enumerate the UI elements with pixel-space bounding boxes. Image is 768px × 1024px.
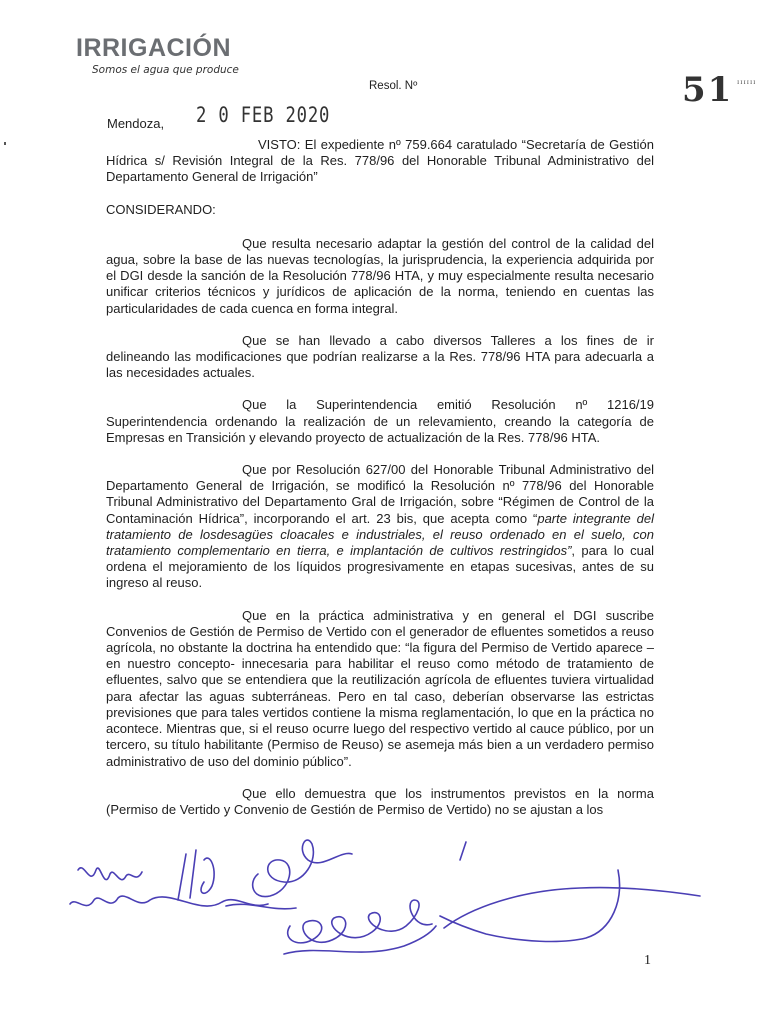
considerando-paragraph-4 [106, 462, 654, 592]
considerando-paragraph-1: Que resulta necesario adaptar la gestión del control de la calidad del agua, sobre la base de las nuevas tecnologías, la jurisprudencia, la experiencia adquirida por el DGI desde la sanción de la Resolución 778/96 HTA, y muy especialmente resulta necesario unificar criterios técnicos y jurídicos de aplicación de la norma, teniendo en cuentas las particularidades de cada cuenca en forma integral. [106, 235, 654, 316]
signature-2 [178, 850, 214, 900]
resolution-suffix: ᴵᴵᴵᴵᴵᴵ [737, 80, 757, 90]
signature-1 [78, 868, 142, 880]
scan-mark [4, 142, 6, 145]
considerando-paragraph-2: Que se han llevado a cabo diversos Talleres a los fines de ir delineando las modificaciones que podrían realizarse a la Res. 778/96 HTA para adecuarla a las necesidades actuales. [106, 332, 654, 381]
considerando-paragraph-3: Que la Superintendencia emitió Resolución nº 1216/19 Superintendencia ordenando la realización de un relevamiento, creando la categoría de Empresas en Transición y elevando proyecto de actualización de la Res. 778/96 HTA. [106, 397, 654, 445]
p4-italic-quote: parte integrante del tratamiento de losdesagües cloacales e industriales, el reuso ordenado en el suelo, con tratamiento complementario en tierra, e implantación de cultivos restringidos” [106, 510, 654, 559]
resolution-number: 51 [682, 70, 734, 110]
city-label: Mendoza, [107, 116, 165, 131]
considerando-heading: CONSIDERANDO: [106, 201, 216, 217]
p4-text-after: , para lo cual ordena el mejoramiento de los líquidos progresivamente en etapas sucesivas, antes de su ingreso al reuso. [106, 543, 654, 591]
signature-4-underline [284, 926, 436, 954]
signatures [0, 830, 768, 1024]
signature-3 [253, 840, 352, 897]
considerando-paragraph-5: Que en la práctica administrativa y en general el DGI suscribe Convenios de Gestión de Permiso de Vertido con el generador de efluentes sometidos a reuso agrícola, no obstante la doctrina ha entendido que: “la figura del Permiso de Vertido aparece –en nuestro concepto- innecesaria para habilitar el reuso como método de tratamiento de efluentes, salvo que se entendiera que la reutilización agrícola de efluentes tuviera virtualidad para afectar las aguas subterráneas. Pero en tal caso, deberían observarse las estrictas previsiones que para tales vertidos contiene la misma reglamentación, lo que en la práctica no acontece. Mientras que, si el reuso ocurre luego del respectivo vertido al cauce público, por un tercero, su título habilitante (Permiso de Reuso) se asemeja más bien a un verdadero permiso administrativo de uso del dominio público”. [106, 607, 654, 769]
signature-4 [288, 900, 432, 943]
signature-5-tick [460, 842, 466, 860]
page-number: 1 [644, 953, 651, 968]
document-body [106, 137, 654, 818]
date-stamp: 2 0 FEB 2020 [196, 103, 331, 127]
p4-text-before: Que por Resolución 627/00 del Honorable Tribunal Administrativo del Departamento General de Irrigación, se modificó la Resolución nº 778/96 del Honorable Tribunal Administrativo del Departamento Gral de Irrigación, sobre “Régimen de Control de la Contaminación Hídrica”, incorporando el art. 23 bis, que acepta como “ [106, 462, 654, 526]
signature-5 [440, 870, 700, 941]
logo-tagline: Somos el agua que produce [92, 64, 239, 76]
visto-paragraph: VISTO: El expediente nº 759.664 caratulado “Secretaría de Gestión Hídrica s/ Revisión Integral de la Res. 778/96 del Honorable Tribunal Administrativo del Departamento General de Irrigación” [106, 137, 654, 185]
resolution-label: Resol. Nº [369, 80, 418, 92]
logo-text: IRRIGACIÓN [76, 34, 231, 62]
irrigacion-logo [76, 34, 239, 76]
considerando-paragraph-6: Que ello demuestra que los instrumentos previstos en la norma (Permiso de Vertido y Convenio de Gestión de Permiso de Vertido) no se ajustan a los [106, 785, 654, 817]
